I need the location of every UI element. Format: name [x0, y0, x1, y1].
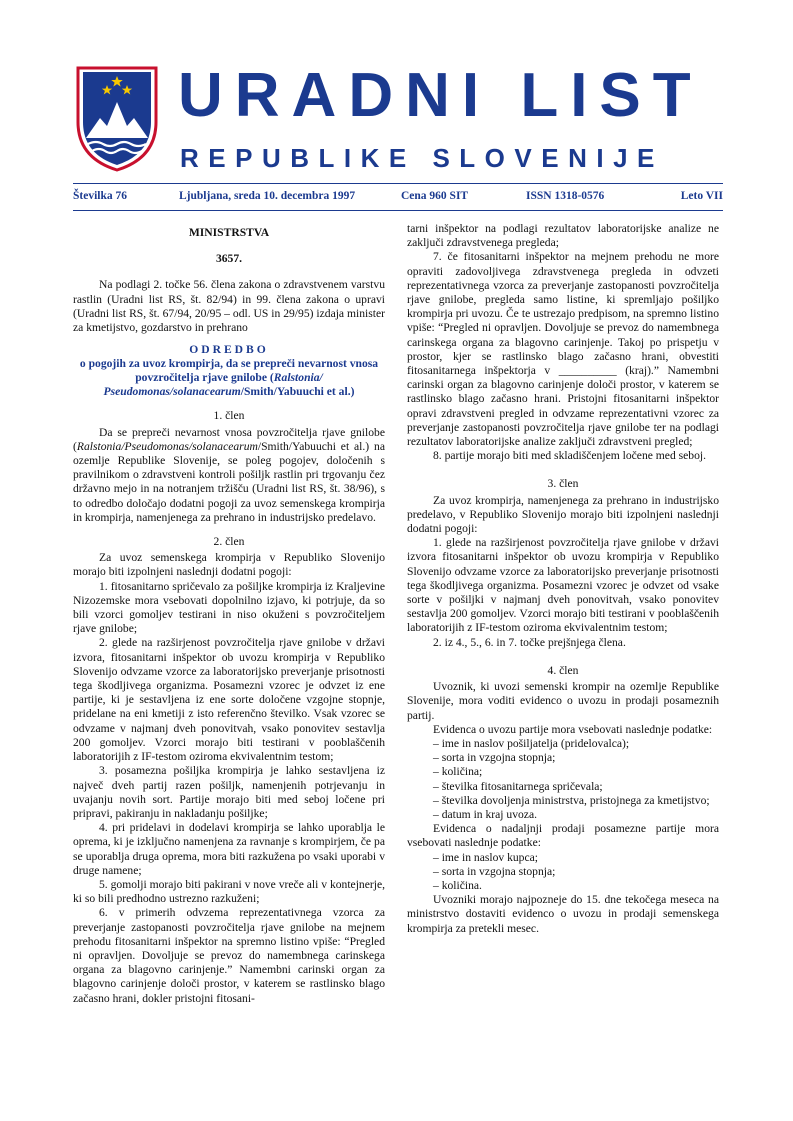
article-2-item: 8. partije morajo biti med skladiščenjem ločene med seboj.: [433, 449, 707, 463]
subtitle-part-2: /Smith/Yabuuchi et al.): [240, 385, 355, 399]
article-4-paragraph: Uvoznik, ki uvozi semenski krompir na ozemlje Republike Slovenije, mora voditi evidenco o uvozu in prodaji posameznih partij.: [407, 680, 719, 722]
subtitle-species: Ralstonia/ Pseudomonas/solanacearum: [103, 371, 323, 399]
masthead: [0, 0, 793, 200]
article-1-text: [73, 426, 385, 525]
issue-price: Cena 960 SIT: [401, 190, 469, 202]
masthead-subtitle: REPUBLIKE SLOVENIJE: [180, 143, 664, 173]
article-3-item: 1. glede na razširjenost povzročitelja rjave gnilobe v državi izvora fitosanitarni inšpektor ob uvozu krompirja v Republiko Slovenijo odvzame vzorce za laboratorijsko preverjanje prisotnosti tega škodljivega organizma. Posamezni vzorec je odvzet od vsake sorte v pošiljki v najmanj dveh ponovitvah, vsako ponovitev sestavlja 200 gomoljev. Vzorci morajo biti testirani v pooblaščenih laboratorijih z IF-testom oziroma ekvivalentnim testom;: [407, 536, 719, 635]
subtitle-part-1: o pogojih za uvoz krompirja, da se prepreči nevarnost vnosa povzročitelja rjave gnilobe (: [79, 357, 379, 385]
left-column: [73, 222, 385, 1006]
list-item: – številka fitosanitarnega spričevala;: [433, 779, 603, 793]
masthead-title: URADNI LIST: [178, 61, 703, 130]
article-1-part-a: Da se prepreči nevarnost vnosa povzročitelja rjave gnilobe (: [73, 425, 385, 453]
list-item: – količina.: [433, 878, 482, 892]
list-item: – sorta in vzgojna stopnja;: [433, 864, 556, 878]
article-2-item: 4. pri pridelavi in dodelavi krompirja se lahko uporablja le oprema, ki je izključno namenjena za ravnanje s krompirjem, če pa se uporablja druga oprema, mora biti razkužena po vsaki uporabi v druge namene;: [73, 821, 385, 877]
preamble: Na podlagi 2. točke 56. člena zakona o zdravstvenem varstvu rastlin (Uradni list RS, št. 82/94) in 99. člena zakona o upravi (Uradni list RS, št. 67/94, 20/95 – odl. US in 29/95) izdaja minister za kmetijstvo, gozdarstvo in prehrano: [73, 278, 385, 335]
list-item: – količina;: [433, 765, 483, 779]
article-3-intro: Za uvoz krompirja, namenjenega za prehrano in industrijsko predelavo, v Republiko Slovenijo morajo biti izpolnjeni naslednji dodatni pogoji:: [407, 493, 719, 536]
article-heading: 4. člen: [547, 663, 579, 677]
list-item: – ime in naslov pošiljatelja (pridelovalca);: [433, 736, 630, 750]
document-number: 3657.: [215, 252, 243, 266]
article-4-paragraph: Uvozniki morajo najpozneje do 15. dne tekočega meseca na ministrstvo dostaviti evidenco o uvozu in prodaji semenskega krompirja za pretekli mesec.: [407, 893, 719, 935]
list-item: – datum in kraj uvoza.: [433, 807, 537, 821]
section-heading: MINISTRSTVA: [188, 226, 270, 239]
article-2-item: 6. v primerih odvzema reprezentativnega vzorca za preverjanje zastopanosti povzročitelja rjave gnilobe na mejnem prehodu fitosanitarni inšpektor na spremno listino vpiše: “Pregled ni opravljen. Dovoljuje se prevoz do namembnega carinskega organa za blagovno carinjenje.” Namembni carinski organ za blagovno carinjenje določi prostor, v katerem se rastlinsko blago začasno hrani, dokler pristojni fitosani-: [73, 906, 385, 1005]
article-2-item: 1. fitosanitarno spričevalo za pošiljke krompirja iz Kraljevine Nizozemske mora vsebovati dopolnilno izjavo, ki potrjuje, da so bili vzorci gomoljev testirani in niso okuženi s povzročiteljem rjave gnilobe;: [73, 579, 385, 636]
article-2-item: 2. glede na razširjenost povzročitelja rjave gnilobe v državi izvora, fitosanitarni inšpektor ob uvozu krompirja v Republiko Slovenijo odvzame vzorce za laboratorijsko preverjanje prisotnosti tega škodljivega organizma. Posamezni vzorec je odvzet iz ene partije, ki je sestavljena iz ene sorte določene vzgojne stopnje, pridelane na eni kmetiji z isto referenčno številko. Vsak vzorec se odvzame v najmanj dveh ponovitvah, vsako ponovitev sestavlja 200 gomoljev. Vzorci morajo biti testirani v pooblaščenih laboratorijih z IF-testom oziroma ekvivalentnim testom;: [73, 636, 385, 764]
article-2-item: 5. gomolji morajo biti pakirani v nove vreče ali v kontejnerje, ki so bili predhodno ustrezno razkuženi;: [73, 877, 385, 906]
right-column: [407, 222, 719, 936]
document-title: ODREDBO: [189, 343, 269, 357]
article-2-item: 7. če fitosanitarni inšpektor na mejnem prehodu ne more opraviti zadovoljivega zdravstvenega pregleda in odvzeti reprezentativnega vzorca za preverjanje zastopanosti povzročitelja rjave gnilobe, pregleda samo listine, ki spremljajo pošiljko krompirja pri uvozu. Če te ustrezajo predpisom, na spremno listino vpiše: “Pregled ni opravljen. Dovoljuje se prevoz do namembnega carinskega organa za blagovno carinjenje. Takoj po prispetju v prostor, kjer se rastlinsko blago začasno hrani, obvestiti fitosanitarnega inšpektorja v __________ (kraj).” Namembni carinski organ za blagovno carinjenje določi prostor, v katerem se rastlinsko blago začasno hrani. Pristojni fitosanitarni inšpektor opravi zdravstveni pregled in odvzame reprezentativni vzorec za preverjanje zastopanosti povzročitelja rjave gnilobe ter na podlagi rezultatov laboratorijske analize zaključi zdravstveni pregled;: [407, 250, 719, 449]
article-1-species: Ralstonia/Pseudomonas/solanacearum: [76, 439, 258, 453]
article-heading: 3. člen: [547, 477, 579, 491]
coat-of-arms-icon: [74, 66, 160, 172]
document-subtitle: [73, 357, 385, 399]
list-item: – številka dovoljenja ministrstva, pristojnega za kmetijstvo;: [433, 793, 710, 807]
issue-place-date: Ljubljana, sreda 10. decembra 1997: [179, 190, 356, 202]
issue-year: Leto VII: [680, 190, 723, 202]
issue-bar: [73, 183, 723, 211]
article-4-paragraph: Evidenca o nadaljnji prodaji posamezne partije mora vsebovati naslednje podatke:: [407, 822, 719, 850]
issue-number: Številka 76: [73, 190, 127, 202]
list-item: – ime in naslov kupca;: [433, 850, 538, 864]
article-heading: 2. člen: [213, 535, 245, 549]
article-1-part-b: /Smith/Yabuuchi et al.) na ozemlje Republike Slovenije, se poleg pogojev, določenih s pravilnikom o zdravstveni kontroli pošiljk rastlin pri trgovanju čez državno mejo in na notranjem tržišču (Uradni list RS, št. 38/96), s to odredbo določajo dodatni pogoji za uvoz semenskega krompirja in krompirja, namenjenega za prehrano in industrijsko predelavo.: [73, 439, 385, 524]
list-item: – sorta in vzgojna stopnja;: [433, 751, 556, 765]
article-heading: 1. člen: [213, 409, 245, 423]
article-2-item-continued: tarni inšpektor na podlagi rezultatov laboratorijske analize ne zaključi zdravstvenega pregleda;: [407, 222, 719, 250]
article-2-item: 3. posamezna pošiljka krompirja je lahko sestavljena iz največ dveh partij razen pošiljk, namenjenih potrjevanju in uvajanju novih sort. Partije morajo biti med seboj ločene pri pripravi, pakiranju in nakladanju pošiljke;: [73, 764, 385, 820]
article-2-intro: Za uvoz semenskega krompirja v Republiko Slovenijo morajo biti izpolnjeni naslednji dodatni pogoji:: [73, 551, 385, 579]
issue-issn: ISSN 1318-0576: [526, 190, 605, 202]
article-3-item: 2. iz 4., 5., 6. in 7. točke prejšnjega člena.: [433, 635, 626, 649]
article-4-paragraph: Evidenca o uvozu partije mora vsebovati naslednje podatke:: [433, 722, 713, 736]
